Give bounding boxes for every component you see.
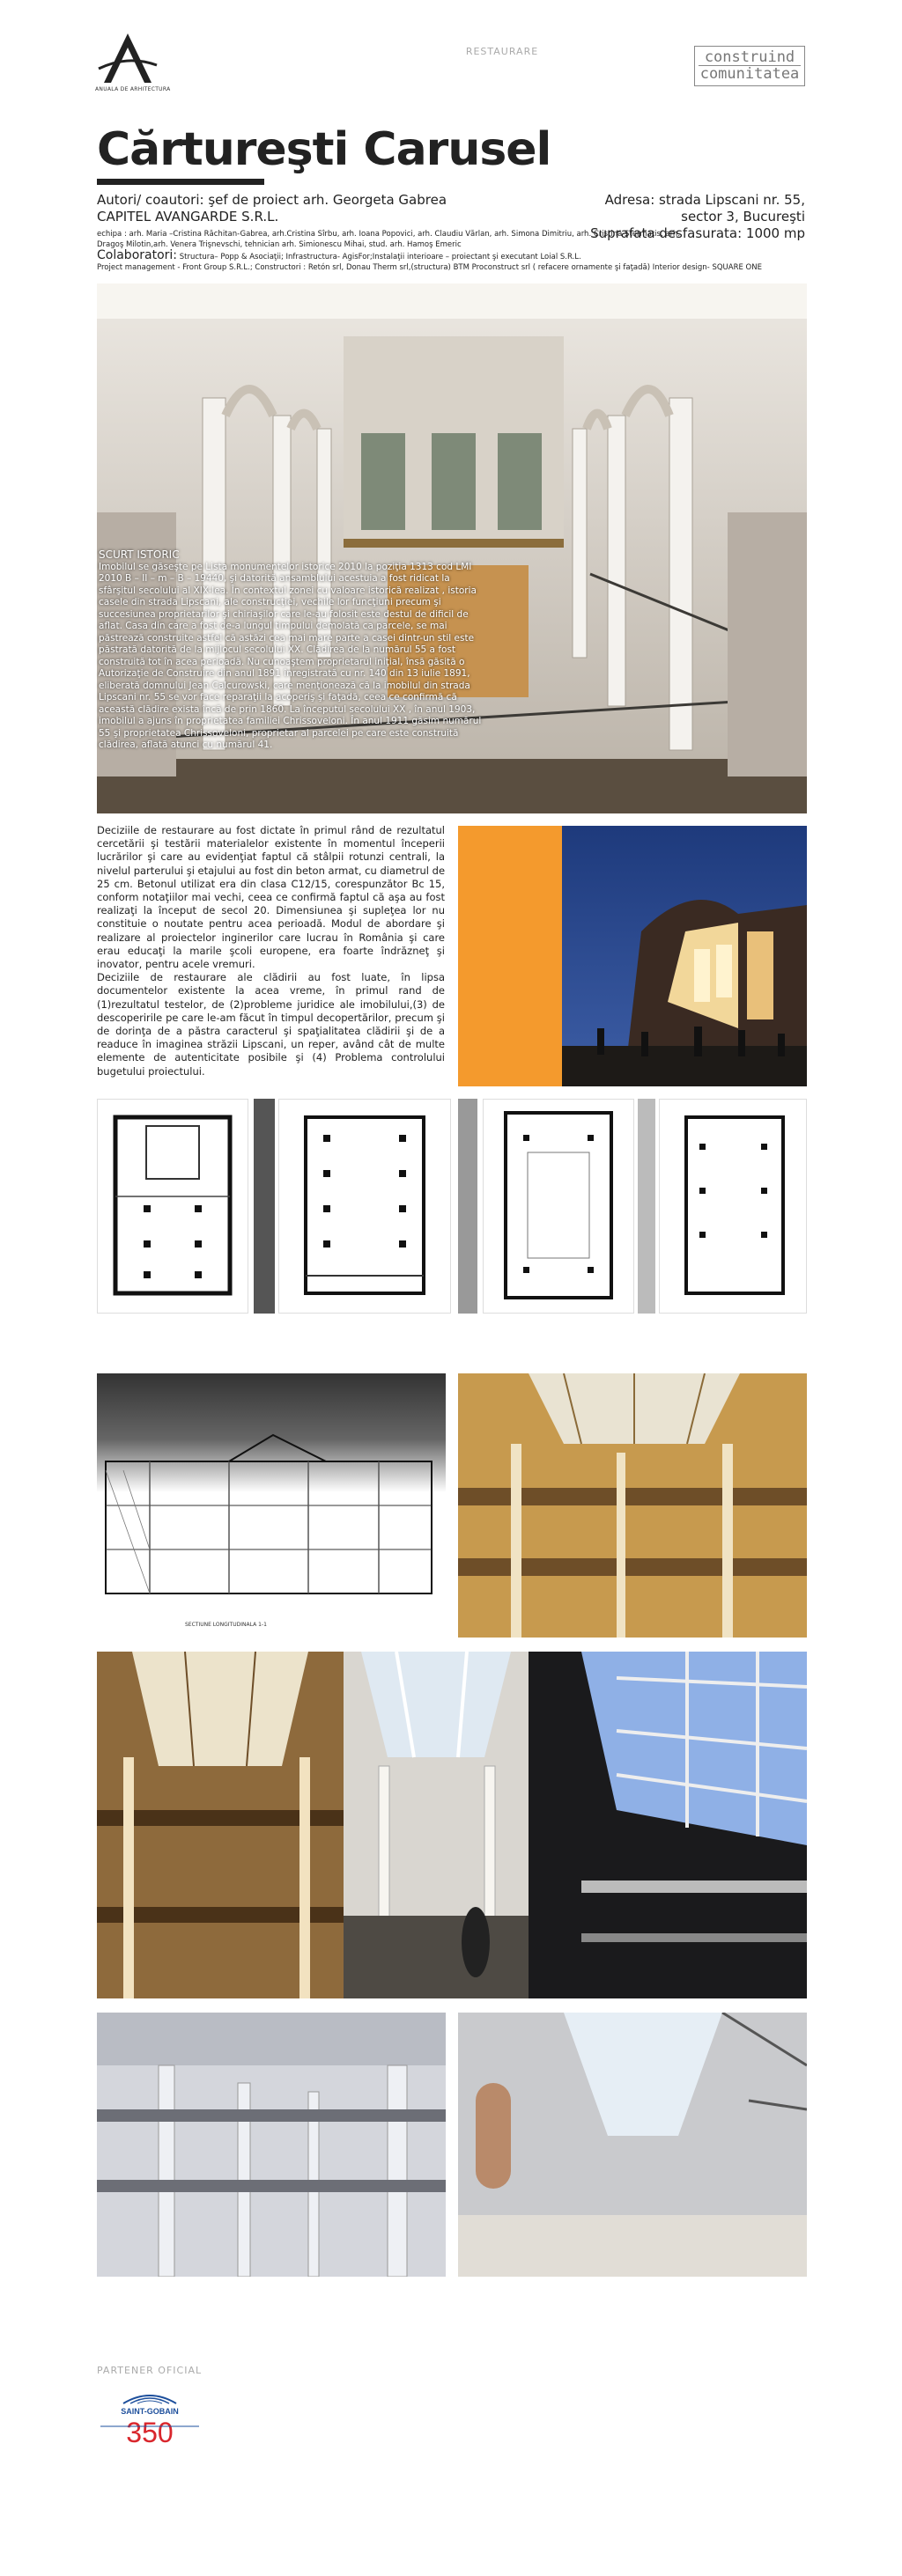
description-text xyxy=(97,824,445,1078)
floor-plan-1 xyxy=(97,1099,248,1314)
stairwell-photo xyxy=(344,1652,529,1998)
address-line1: Adresa: strada Lipscani nr. 55, xyxy=(604,192,805,208)
construind-comunitatea-logo xyxy=(694,46,805,86)
floor-plan-4 xyxy=(659,1099,807,1314)
area-line: Suprafata desfasurata: 1000 mp xyxy=(590,225,805,241)
blue-skylight-photo xyxy=(529,1652,807,1998)
description-paragraph-2: Deciziile de restaurare ale clădirii au fost luate, în lipsa documentelor existente la acea vreme, în primul rand de (1)rezultatul testelor, de (2)probleme juridice ale imobilului,(3) de descoperirile pe care le-am făcut în timpul decopertărilor, precum şi de dorinţa de a păstra caracterul şi spaţialitatea clădirii şi de a readuce în imaginea străzii Lipscani, un reper, având cât de multe elemente de autenticitate posibile şi (4) Problema controlului bugetului proiectului. xyxy=(97,971,445,1078)
floor-plan-2 xyxy=(278,1099,451,1314)
saint-gobain-350: 350 xyxy=(126,2417,174,2448)
collaborators xyxy=(97,250,819,273)
plan-divider-2 xyxy=(458,1099,477,1314)
night-facade-photo xyxy=(562,826,807,1086)
collab-label: Colaboratori: xyxy=(97,248,178,262)
history-text: Imobilul se găseşte pe Lista monumentelor istorice 2010 la poziţia 1313 cod LMI 2010 B – II – m – B – 19440, şi datorită ansamblului acestuia a fost ridicat la sfârşitul secolului al XIX-lea. În contextul zonei cu valoare istorică realizat , istoria casele din strada Lipscani, ale construcţiei, vechile lor funcţiuni precum şi succesiunea proprietarilor şi chiriaşilor care le-au folosit este destul de dificil de aflat. Casa din care a fost de-a lungul timpului demolată ca parcele, se mai păstrează construite astfel că astăzi cea mai mare parte a casei dintr-un stil este păstrată datorită de la mijlocul secolului XX. Clădirea de la numărul 55 a fost construită tot în acea perioadă. Nu cunoaştem proprietarul iniţial, însă găsită o Autorizaţie de Construire din anul 1891 înregistrată cu nr. 140 din 13 iulie 1891, eliberată domnului Jean Calcurowski, care menţionează că la imobilul din strada Lipscani nr. 55 se vor face reparaţii la acoperiş şi faţadă, ceea ce confirmă că această clădire exista încă de prin 1860. La începutul secolului XX , în anul 1903, imobilul a ajuns în proprietatea familiei Chrissoveloni. În anul 1911 găsim numărul 55 şi proprietatea Chrissoveloni, proprietar al parcelei pe care este construită clădirea, aflată atunci cu numărul 41. xyxy=(99,561,482,750)
title-underline xyxy=(97,179,264,185)
authors-block xyxy=(97,192,447,225)
collab-text: Structura– Popp & Asociaţii; Infrastructura- AgisFor;Instalaţii interioare – proiectant şi executant Loial S.R.L. xyxy=(177,253,581,261)
floor-plan-3 xyxy=(483,1099,634,1314)
interior-levels-photo xyxy=(97,1652,344,1998)
orange-accent-block xyxy=(458,826,562,1086)
logo-left-text: ANUALA DE ARHITECTURA xyxy=(95,86,171,92)
authors-line: Autori/ coautori: şef de proiect arh. Georgeta Gabrea xyxy=(97,192,447,208)
address-line2: sector 3, Bucureşti xyxy=(681,209,805,224)
page-title: Cărtureşti Carusel xyxy=(97,123,551,176)
collab-text2: Project management - Front Group S.R.L.; Constructori : Retón srl, Donau Therm srl,(structura) BTM Proconstruct srl ( refacere ornamente şi faţadă) Interior design- SQUARE ONE xyxy=(97,263,762,272)
anuala-arhitectura-logo xyxy=(97,30,159,93)
gallery-skylight-photo xyxy=(458,1373,807,1638)
partner-label: PARTENER OFICIAL xyxy=(97,2365,203,2376)
saint-gobain-name: SAINT-GOBAIN xyxy=(121,2407,179,2416)
team-list: echipa : arh. Maria –Cristina Răchitan-Gabrea, arh.Cristina Sîrbu, arh. Ioana Popovici, arh. Claudiu Vărlan, arh. Simona Dimitriu, arh. Cristina Stermatis, arh. Dragoş Milotin,arh. Venera Trişnevschi, tehnician arh. Simionescu Mihai, stud. arh. Hamoş Emeric xyxy=(97,230,681,249)
colonnade-photo xyxy=(97,2013,446,2277)
description-paragraph-1: Deciziile de restaurare au fost dictate în primul rând de rezultatul cercetării şi testării materialelor existente în momentul începerii lucrărilor şi care au evidenţiat faptul că stâlpii rotunzi centrali, la nivelul parterului şi etajului au fost din beton armat, cu diametrul de 25 cm. Betonul utilizat era din clasa C12/15, corespunzător Bc 15, conform notaţiilor mai vechi, ceea ce confirmă faptul că aşa au fost realizaţi la început de secol 20. Dimensiunea şi supleţea lor nu constituie o noutate pentru acea perioadă. Modul de abordare şi realizare al proiectelor inginerilor care lucrau în România şi care erau educaţi la marile şcoli europene, era foarte îndrăzneţ şi inovator, pentru acele vremuri. xyxy=(97,824,446,971)
construction-photo xyxy=(458,2013,807,2277)
plan-divider-3 xyxy=(638,1099,655,1314)
plan-divider-1 xyxy=(254,1099,275,1314)
history-heading: SCURT ISTORIC xyxy=(99,548,180,561)
logo-right-line1: construind xyxy=(704,48,795,66)
history-overlay xyxy=(99,549,486,752)
saint-gobain-logo xyxy=(97,2388,203,2449)
category-label: RESTAURARE xyxy=(465,46,539,57)
company-name: CAPITEL AVANGARDE S.R.L. xyxy=(97,209,279,224)
section-caption: SECTIUNE LONGITUDINALA 1-1 xyxy=(185,1622,267,1628)
longitudinal-section-drawing xyxy=(97,1373,446,1638)
logo-right-line2: comunitatea xyxy=(699,65,800,83)
